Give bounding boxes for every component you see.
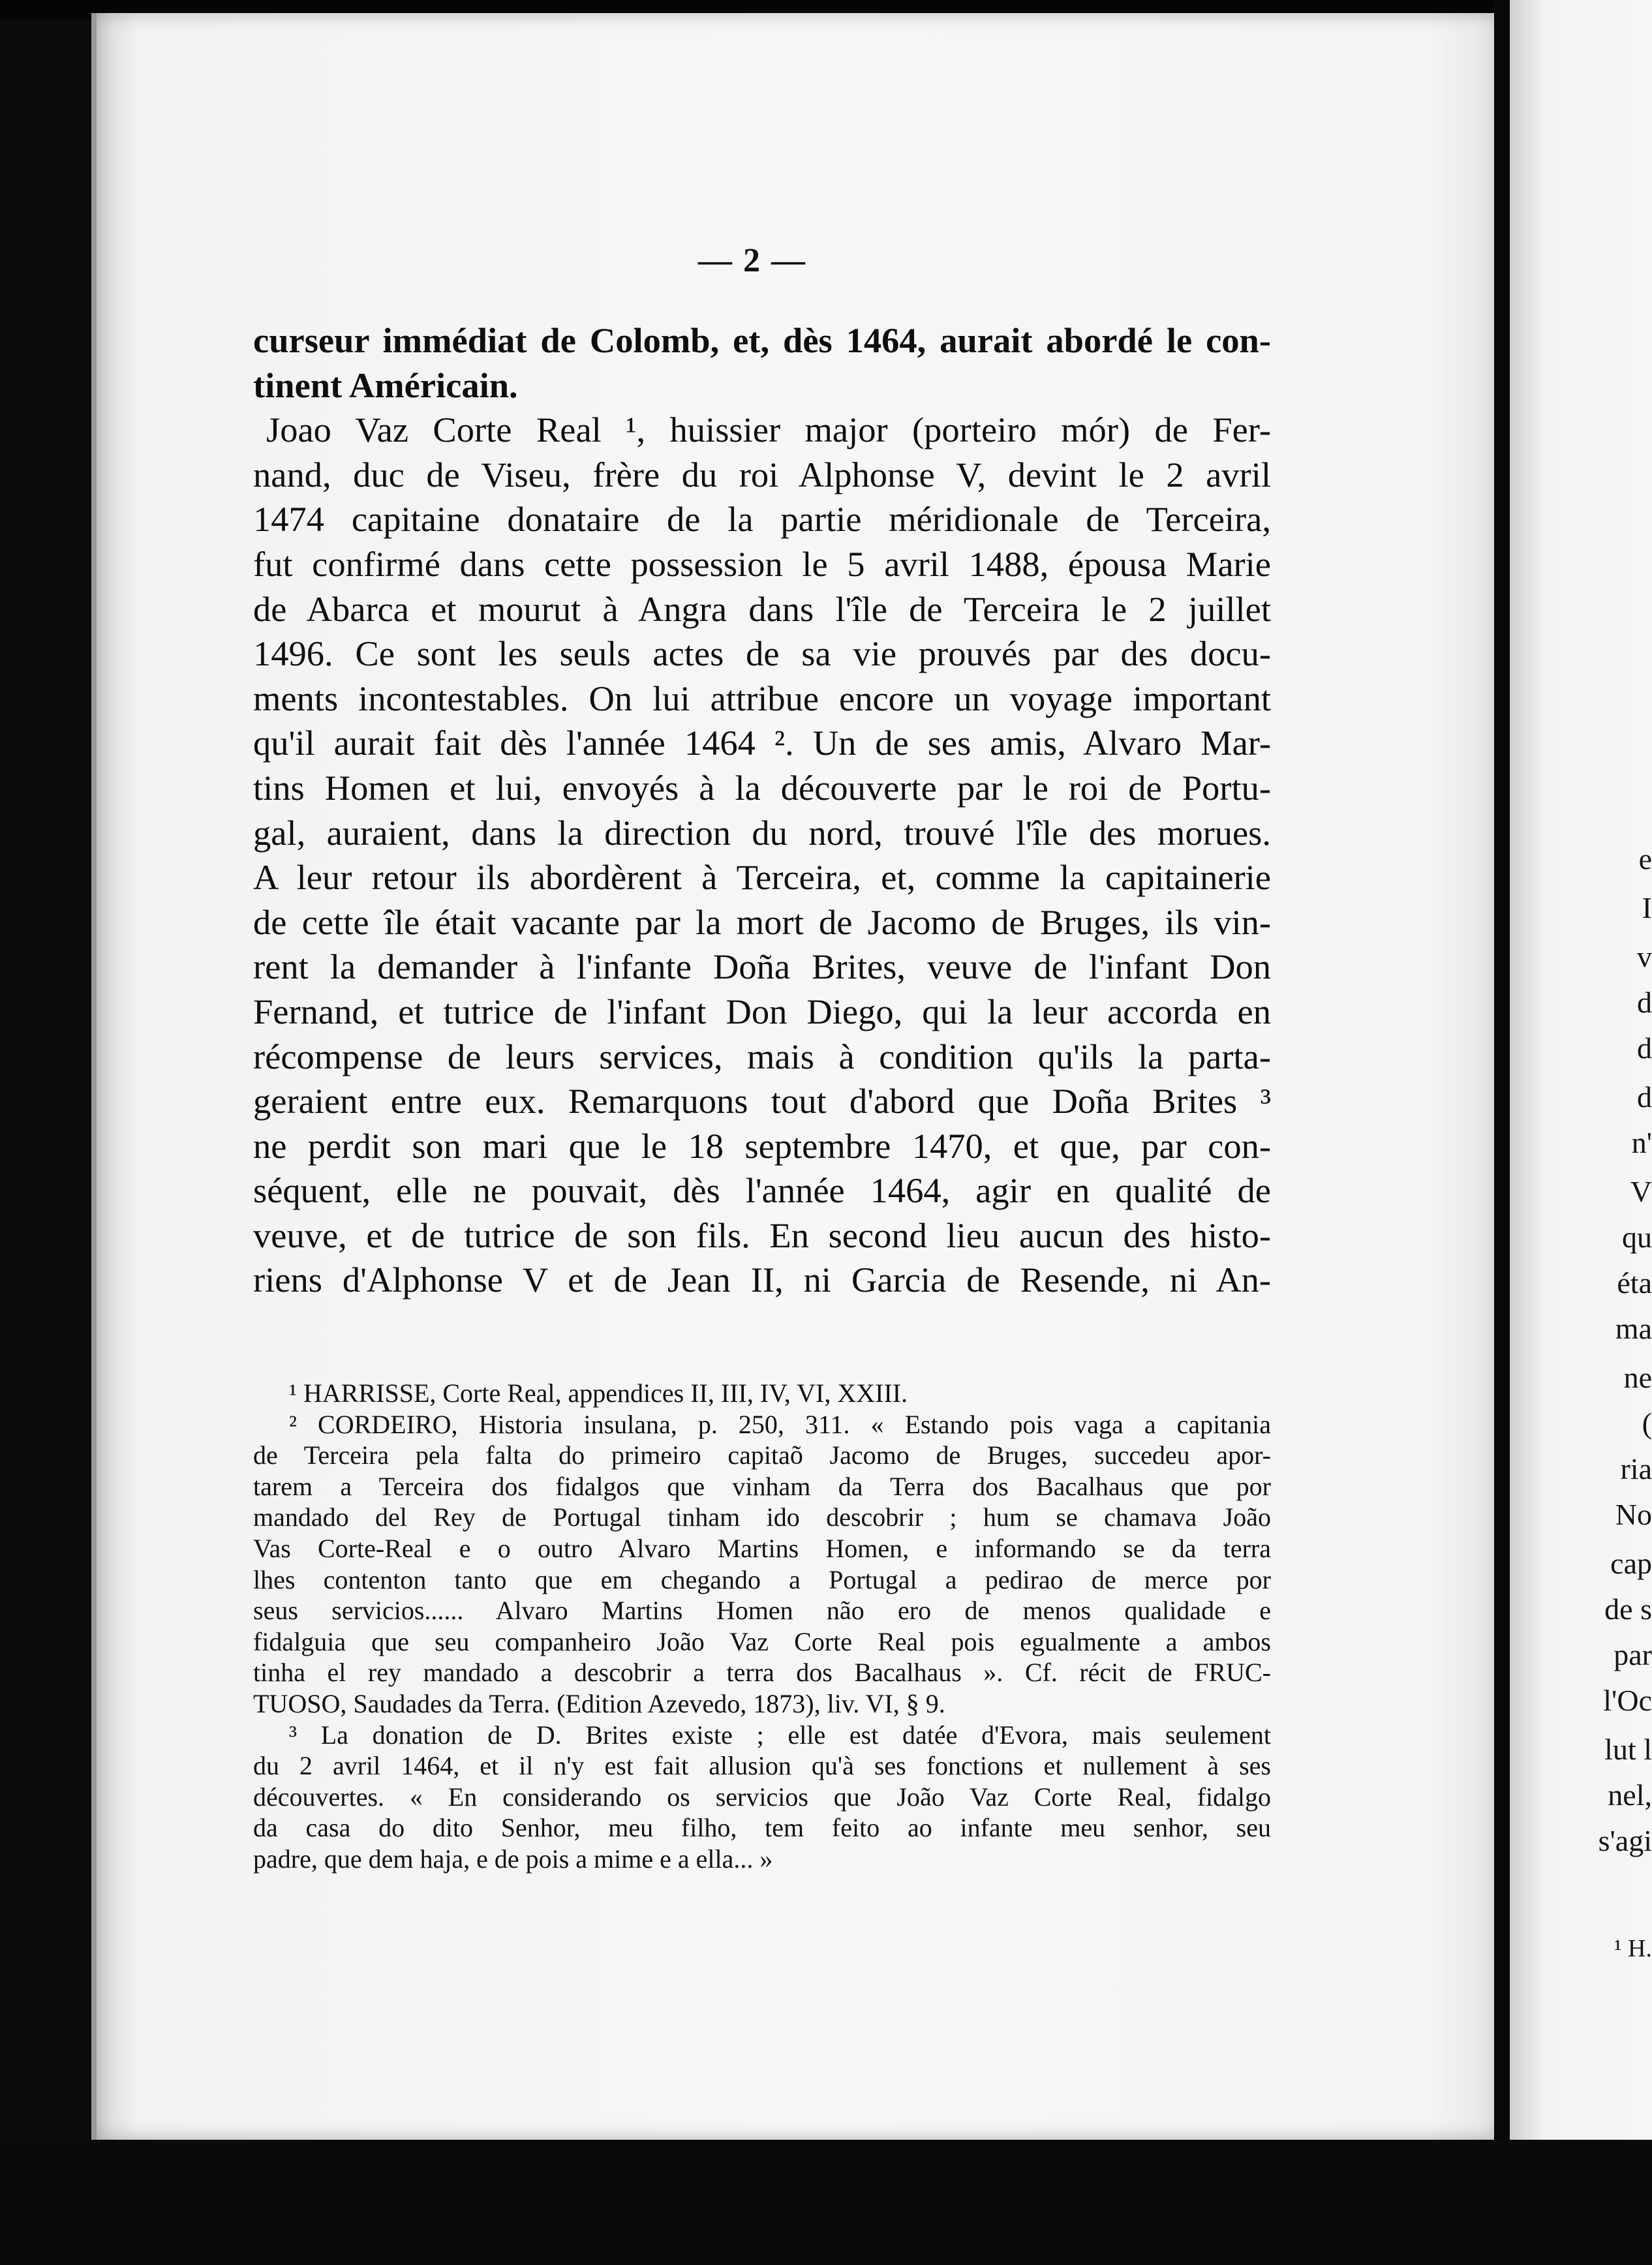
- facing-page-line: No: [1615, 1498, 1652, 1531]
- facing-page-line: s'agi: [1598, 1824, 1652, 1857]
- footnote-line: fidalguia que seu companheiro João Vaz Corte Real pois egualmente a ambos: [253, 1626, 1271, 1656]
- book-gutter: [1494, 0, 1510, 2265]
- body-line: rent la demander à l'infante Doña Brites, veuve de l'infant Don: [253, 947, 1271, 987]
- body-line: qu'il aurait fait dès l'année 1464 ². Un de ses amis, Alvaro Mar-: [253, 723, 1271, 763]
- facing-page-line: par: [1614, 1638, 1652, 1671]
- facing-page-line: de s: [1604, 1592, 1652, 1626]
- footnote-line: mandado del Rey de Portugal tinham ido descobrir ; hum se chamava João: [253, 1502, 1271, 1532]
- body-line: tinent Américain.: [253, 365, 518, 405]
- footnote-line: lhes contenton tanto que em chegando a Portugal a pedirao de merce por: [253, 1564, 1271, 1594]
- facing-page: [1510, 0, 1652, 2166]
- body-line: ments incontestables. On lui attribue encore un voyage important: [253, 678, 1271, 718]
- facing-page-line: d: [1637, 1080, 1652, 1114]
- facing-page-line: ¹ H.: [1614, 1935, 1652, 1962]
- body-line: 1474 capitaine donataire de la partie méridionale de Terceira,: [253, 499, 1271, 540]
- footnotes: [253, 1378, 1271, 1875]
- facing-page-line: nel,: [1608, 1778, 1652, 1812]
- page-number: — 2 —: [698, 242, 806, 279]
- body-text: [253, 318, 1271, 1303]
- footnote-line: découvertes. « En considerando os servicios que João Vaz Corte Real, fidalgo: [253, 1782, 1271, 1812]
- facing-page-line: l'Oc: [1603, 1684, 1652, 1717]
- footnote-line: de Terceira pela falta do primeiro capitaõ Jacomo de Bruges, succedeu apor-: [253, 1440, 1271, 1470]
- footnote-line: ¹ HARRISSE, Corte Real, appendices II, III, IV, VI, XXIII.: [289, 1378, 908, 1408]
- facing-page-line: v: [1637, 940, 1652, 973]
- body-line: 1496. Ce sont les seuls actes de sa vie prouvés par des docu-: [253, 633, 1271, 674]
- facing-page-line: d: [1637, 986, 1652, 1019]
- body-line: riens d'Alphonse V et de Jean II, ni Garcia de Resende, ni An-: [253, 1260, 1271, 1300]
- footnote-line: da casa do dito Senhor, meu filho, tem feito ao infante meu senhor, seu: [253, 1813, 1271, 1843]
- body-line: Joao Vaz Corte Real ¹, huissier major (porteiro mór) de Fer-: [266, 410, 1271, 450]
- facing-page-line: (: [1642, 1406, 1652, 1440]
- facing-page-line: n': [1631, 1126, 1652, 1159]
- footnote-line: ² CORDEIRO, Historia insulana, p. 250, 311. « Estando pois vaga a capitania: [289, 1409, 1271, 1439]
- footnote-line: ³ La donation de D. Brites existe ; elle est datée d'Evora, mais seulement: [289, 1720, 1271, 1750]
- facing-page-line: d: [1637, 1031, 1652, 1065]
- body-line: ne perdit son mari que le 18 septembre 1470, et que, par con-: [253, 1125, 1271, 1166]
- facing-page-line: cap: [1610, 1547, 1652, 1580]
- body-line: geraient entre eux. Remarquons tout d'abord que Doña Brites ³: [253, 1081, 1271, 1121]
- footnote-line: padre, que dem haja, e de pois a mime e a ella... »: [253, 1844, 773, 1874]
- body-line: de Abarca et mourut à Angra dans l'île de Terceira le 2 juillet: [253, 588, 1271, 629]
- scan-frame-bottom: [0, 2140, 1652, 2265]
- body-line: fut confirmé dans cette possession le 5 avril 1488, épousa Marie: [253, 543, 1271, 584]
- facing-page-line: ne: [1623, 1361, 1652, 1394]
- facing-page-line: lut l: [1604, 1733, 1652, 1766]
- footnote-line: seus servicios...... Alvaro Martins Homen não ero de menos qualidade e: [253, 1596, 1271, 1626]
- footnote-line: Vas Corte-Real e o outro Alvaro Martins Homen, e informando se da terra: [253, 1533, 1271, 1563]
- body-line: veuve, et de tutrice de son fils. En second lieu aucun des histo-: [253, 1215, 1271, 1255]
- footnote-line: du 2 avril 1464, et il n'y est fait allusion qu'à ses fonctions et nullement à ses: [253, 1751, 1271, 1781]
- footnote-line: tarem a Terceira dos fidalgos que vinham da Terra dos Bacalhaus que por: [253, 1471, 1271, 1501]
- body-line: Fernand, et tutrice de l'infant Don Diego, qui la leur accorda en: [253, 991, 1271, 1031]
- facing-page-line: qu: [1622, 1221, 1652, 1254]
- facing-page-line: I: [1642, 891, 1652, 924]
- footnote-line: TUOSO, Saudades da Terra. (Edition Azevedo, 1873), liv. VI, § 9.: [253, 1688, 945, 1718]
- body-line: séquent, elle ne pouvait, dès l'année 1464, agir en qualité de: [253, 1170, 1271, 1211]
- body-line: gal, auraient, dans la direction du nord, trouvé l'île des morues.: [253, 812, 1271, 853]
- body-line: curseur immédiat de Colomb, et, dès 1464, aurait abordé le con-: [253, 320, 1271, 360]
- body-line: A leur retour ils abordèrent à Terceira, et, comme la capitainerie: [253, 857, 1271, 898]
- facing-page-line: éta: [1617, 1266, 1652, 1300]
- body-line: nand, duc de Viseu, frère du roi Alphonse V, devint le 2 avril: [253, 454, 1271, 494]
- body-line: récompense de leurs services, mais à condition qu'ils la parta-: [253, 1036, 1271, 1076]
- body-line: tins Homen et lui, envoyés à la découverte par le roi de Portu-: [253, 767, 1271, 808]
- facing-page-line: ria: [1620, 1452, 1652, 1485]
- facing-page-line: V: [1630, 1175, 1652, 1208]
- facing-page-line: ma: [1615, 1312, 1652, 1345]
- body-line: de cette île était vacante par la mort de Jacomo de Bruges, ils vin-: [253, 902, 1271, 942]
- footnote-line: tinha el rey mandado a descobrir a terra dos Bacalhaus ». Cf. récit de FRUC-: [253, 1658, 1271, 1688]
- facing-page-line: e: [1638, 842, 1652, 875]
